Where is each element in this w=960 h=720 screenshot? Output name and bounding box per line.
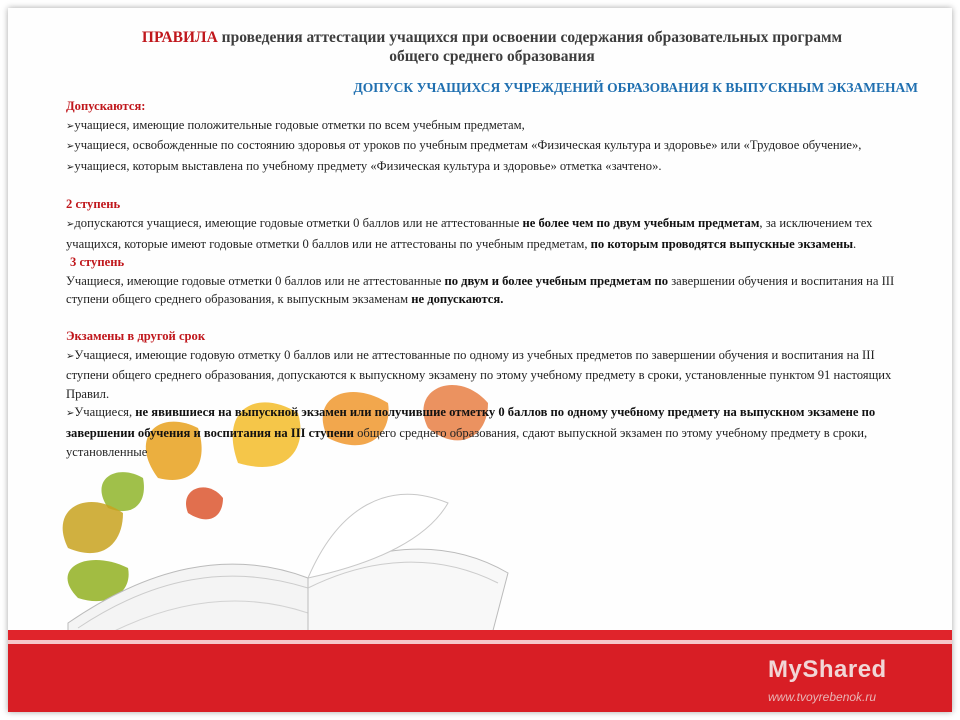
stage3-b2: не допускаются. bbox=[411, 292, 504, 307]
later-heading: Экзамены в другой срок bbox=[66, 328, 206, 343]
later-item bbox=[66, 403, 918, 461]
spacer bbox=[66, 177, 918, 195]
stage2-b1: не более чем по двум учебным предметам bbox=[522, 215, 760, 230]
arrow-bullet-icon: ➢ bbox=[66, 350, 75, 362]
arrow-bullet-icon: ➢ bbox=[66, 218, 75, 230]
stage3-text bbox=[66, 272, 918, 309]
arrow-bullet-icon: ➢ bbox=[66, 408, 75, 420]
watermark-name: MyShared bbox=[768, 656, 887, 683]
admitted-item bbox=[66, 116, 918, 137]
admitted-item bbox=[66, 157, 918, 178]
watermark-logo bbox=[768, 656, 887, 704]
title-word-red: ПРАВИЛА bbox=[141, 29, 218, 46]
stage2-b2: по которым проводятся выпускные экзамены bbox=[590, 236, 854, 251]
later-item1-text: Учащиеся, имеющие годовую отметку 0 баллов или не аттестованные по одному из учебных предметов по завершении обучения и воспитания на III ступени общего среднего образования, допускаются к выпускному экзамену по этому учебному предмету в сроки, установленные пунктом 91 настоящих Правил. bbox=[66, 347, 892, 401]
admitted-item bbox=[66, 136, 918, 157]
stage3-t1: Учащиеся, имеющие годовые отметки 0 баллов или не аттестованные bbox=[66, 273, 445, 288]
slide bbox=[8, 8, 952, 712]
later-item bbox=[66, 346, 918, 404]
title-line1-rest: проведения аттестации учащихся при освоении содержания образовательных программ bbox=[217, 29, 843, 46]
arrow-bullet-icon: ➢ bbox=[66, 161, 75, 173]
admitted-item-text: учащиеся, которым выставлена по учебному предмету «Физическая культура и здоровье» отметка «зачтено». bbox=[74, 158, 662, 173]
admitted-heading: Допускаются: bbox=[66, 99, 146, 113]
slide-content bbox=[66, 28, 918, 461]
slide-title bbox=[66, 28, 918, 66]
red-band-top bbox=[8, 630, 952, 640]
arrow-bullet-icon: ➢ bbox=[66, 141, 75, 153]
stage2-t3: . bbox=[853, 236, 857, 251]
stage2-t2: , за исключением тех учащихся, которые имеют годовые отметки 0 баллов или не аттестованы по учебным предметам, bbox=[66, 215, 873, 251]
arrow-bullet-icon: ➢ bbox=[66, 120, 75, 132]
later-item2-t2: общего среднего образования, сдают выпускной экзамен по этому учебному предмету в сроки, установленные bbox=[66, 425, 868, 459]
admitted-item-text: учащиеся, имеющие положительные годовые отметки по всем учебным предметам, bbox=[74, 117, 525, 132]
later-item2-b1: не явившиеся на выпускной экзамен или получившие отметку 0 баллов по одному учебному предмету на выпускном экзамене по завершении обучения и воспитания на III ступени bbox=[66, 405, 876, 440]
later-item2-t1: Учащиеся, bbox=[74, 405, 136, 420]
stage3-t2: завершении обучения и воспитания на III ступени общего среднего образования, к выпускным экзаменам bbox=[66, 273, 895, 307]
section-subheading: ДОПУСК УЧАЩИХСЯ УЧРЕЖДЕНИЙ ОБРАЗОВАНИЯ К ВЫПУСКНЫМ ЭКЗАМЕНАМ bbox=[353, 80, 918, 95]
admitted-item-text: учащиеся, освобожденные по состоянию здоровья от уроков по учебным предметам «Физическая культура и здоровье» или «Трудовое обучение», bbox=[74, 138, 862, 153]
stage2-heading: 2 ступень bbox=[66, 197, 121, 212]
stage3-b1: по двум и более учебным предметам по bbox=[444, 273, 669, 288]
stage2-t1: допускаются учащиеся, имеющие годовые отметки 0 баллов или не аттестованные bbox=[74, 215, 523, 230]
title-line2: общего среднего образования bbox=[389, 48, 595, 65]
stage2-text bbox=[66, 214, 918, 253]
stage3-heading: 3 ступень bbox=[70, 255, 125, 270]
spacer bbox=[66, 309, 918, 327]
watermark-url: www.tvoyrebenok.ru bbox=[768, 690, 877, 704]
